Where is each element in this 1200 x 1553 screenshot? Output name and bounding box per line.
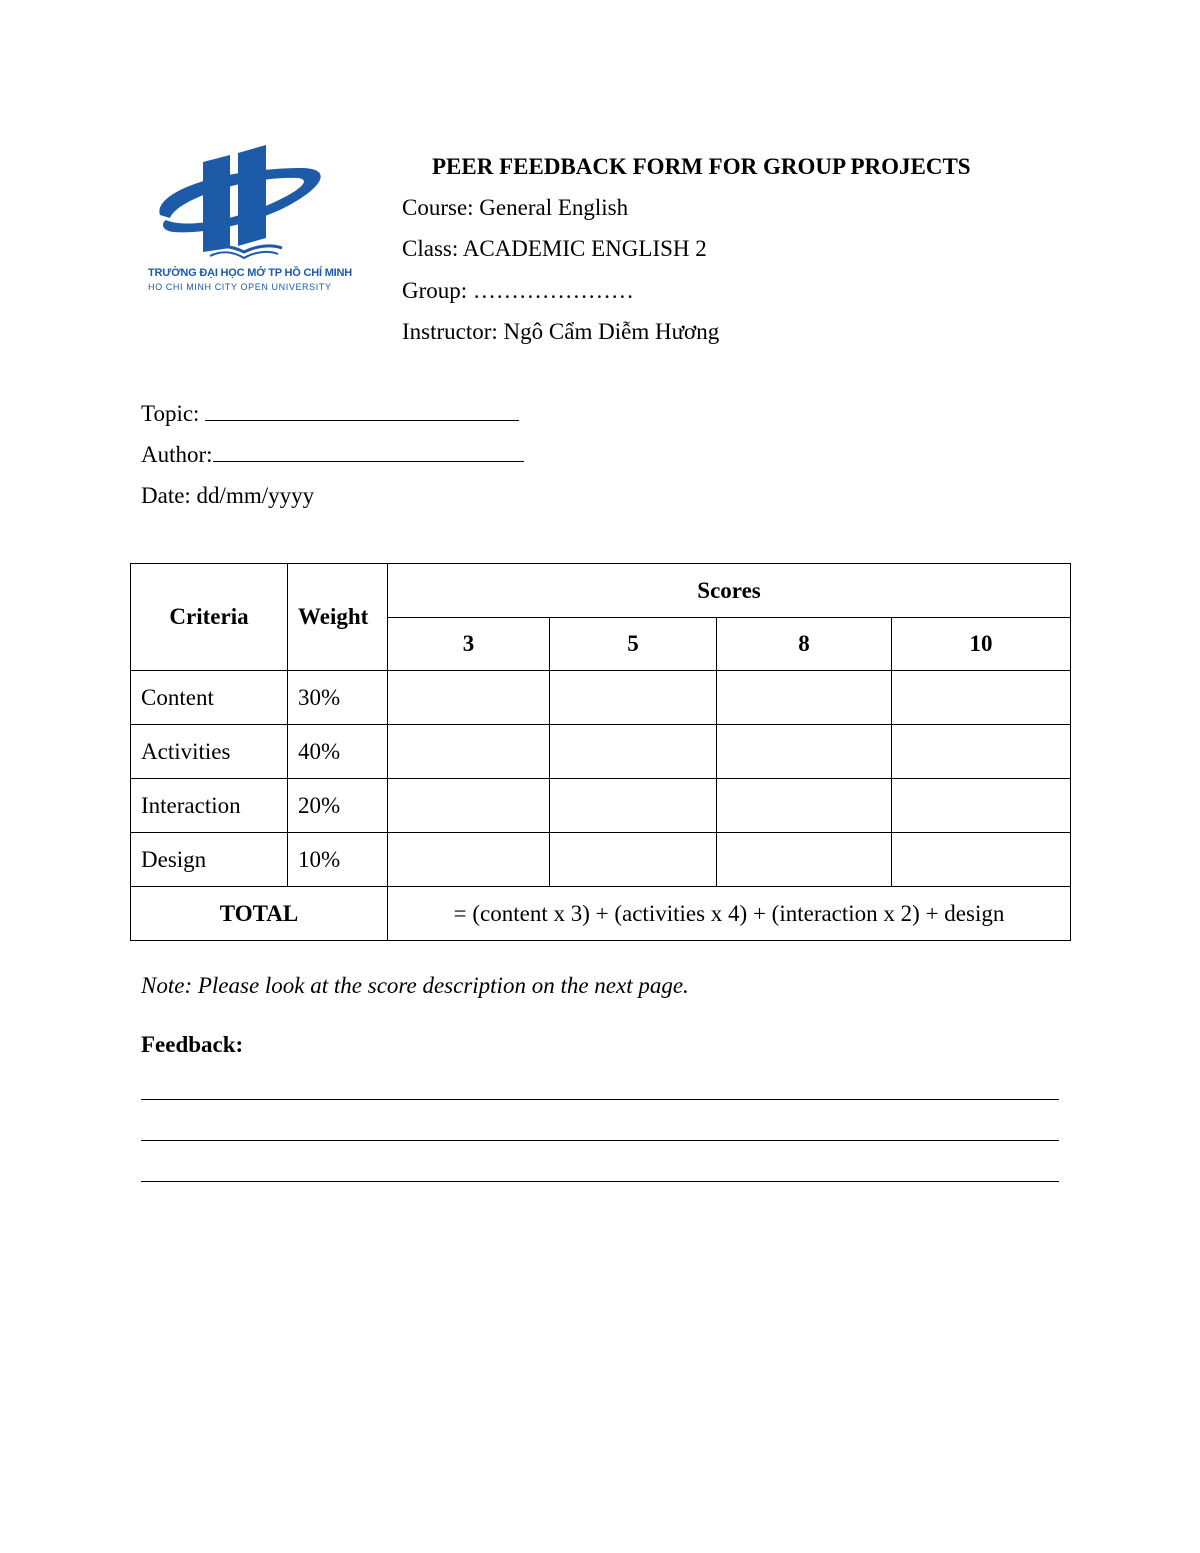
score-cell[interactable] xyxy=(388,725,550,779)
university-name-vn: TRƯỜNG ĐẠI HỌC MỞ TP HỒ CHÍ MINH xyxy=(148,267,353,279)
score-cell[interactable] xyxy=(550,725,717,779)
table-row xyxy=(131,725,1071,779)
total-label: TOTAL xyxy=(131,887,388,941)
score-level-header: 8 xyxy=(717,618,892,671)
score-cell[interactable] xyxy=(717,833,892,887)
date-line: Date: dd/mm/yyyy xyxy=(141,483,315,508)
class-line: Class: ACADEMIC ENGLISH 2 xyxy=(402,236,707,261)
criterion-cell: Design xyxy=(131,833,288,887)
score-cell[interactable] xyxy=(717,779,892,833)
form-title: PEER FEEDBACK FORM FOR GROUP PROJECTS xyxy=(432,154,971,179)
score-cell[interactable] xyxy=(388,833,550,887)
score-cell[interactable] xyxy=(717,725,892,779)
score-cell[interactable] xyxy=(892,779,1071,833)
weight-cell: 40% xyxy=(288,725,388,779)
criterion-cell: Activities xyxy=(131,725,288,779)
topic-field xyxy=(141,401,519,427)
topic-label: Topic: xyxy=(141,401,206,426)
table-row xyxy=(131,779,1071,833)
score-cell[interactable] xyxy=(388,779,550,833)
score-cell[interactable] xyxy=(550,779,717,833)
group-line: Group: ………………… xyxy=(402,278,634,303)
feedback-line[interactable] xyxy=(141,1181,1059,1182)
university-name-en: HO CHI MINH CITY OPEN UNIVERSITY xyxy=(148,282,332,292)
topic-blank[interactable] xyxy=(205,402,519,421)
weight-header: Weight xyxy=(288,564,388,671)
criterion-cell: Content xyxy=(131,671,288,725)
criteria-header: Criteria xyxy=(131,564,288,671)
weight-cell: 20% xyxy=(288,779,388,833)
author-blank[interactable] xyxy=(213,443,524,462)
score-cell[interactable] xyxy=(892,725,1071,779)
criterion-cell: Interaction xyxy=(131,779,288,833)
author-field xyxy=(141,442,524,468)
logo-emblem-icon xyxy=(148,140,348,265)
feedback-line[interactable] xyxy=(141,1099,1059,1100)
table-row xyxy=(131,833,1071,887)
scores-header: Scores xyxy=(388,564,1071,618)
score-level-header: 3 xyxy=(388,618,550,671)
course-line: Course: General English xyxy=(402,195,629,220)
instructor-line: Instructor: Ngô Cẩm Diễm Hương xyxy=(402,319,720,344)
feedback-label: Feedback: xyxy=(141,1032,244,1057)
score-cell[interactable] xyxy=(388,671,550,725)
score-cell[interactable] xyxy=(892,833,1071,887)
university-logo xyxy=(148,140,353,300)
total-row xyxy=(131,887,1071,941)
author-label: Author: xyxy=(141,442,213,467)
note-text: Note: Please look at the score description on the next page. xyxy=(141,973,689,998)
feedback-line[interactable] xyxy=(141,1140,1059,1141)
table-row xyxy=(131,671,1071,725)
weight-cell: 10% xyxy=(288,833,388,887)
score-cell[interactable] xyxy=(550,833,717,887)
score-level-header: 5 xyxy=(550,618,717,671)
scores-table xyxy=(130,563,1071,941)
weight-cell: 30% xyxy=(288,671,388,725)
total-formula: = (content x 3) + (activities x 4) + (interaction x 2) + design xyxy=(388,887,1071,941)
score-cell[interactable] xyxy=(892,671,1071,725)
score-level-header: 10 xyxy=(892,618,1071,671)
score-cell[interactable] xyxy=(717,671,892,725)
score-cell[interactable] xyxy=(550,671,717,725)
